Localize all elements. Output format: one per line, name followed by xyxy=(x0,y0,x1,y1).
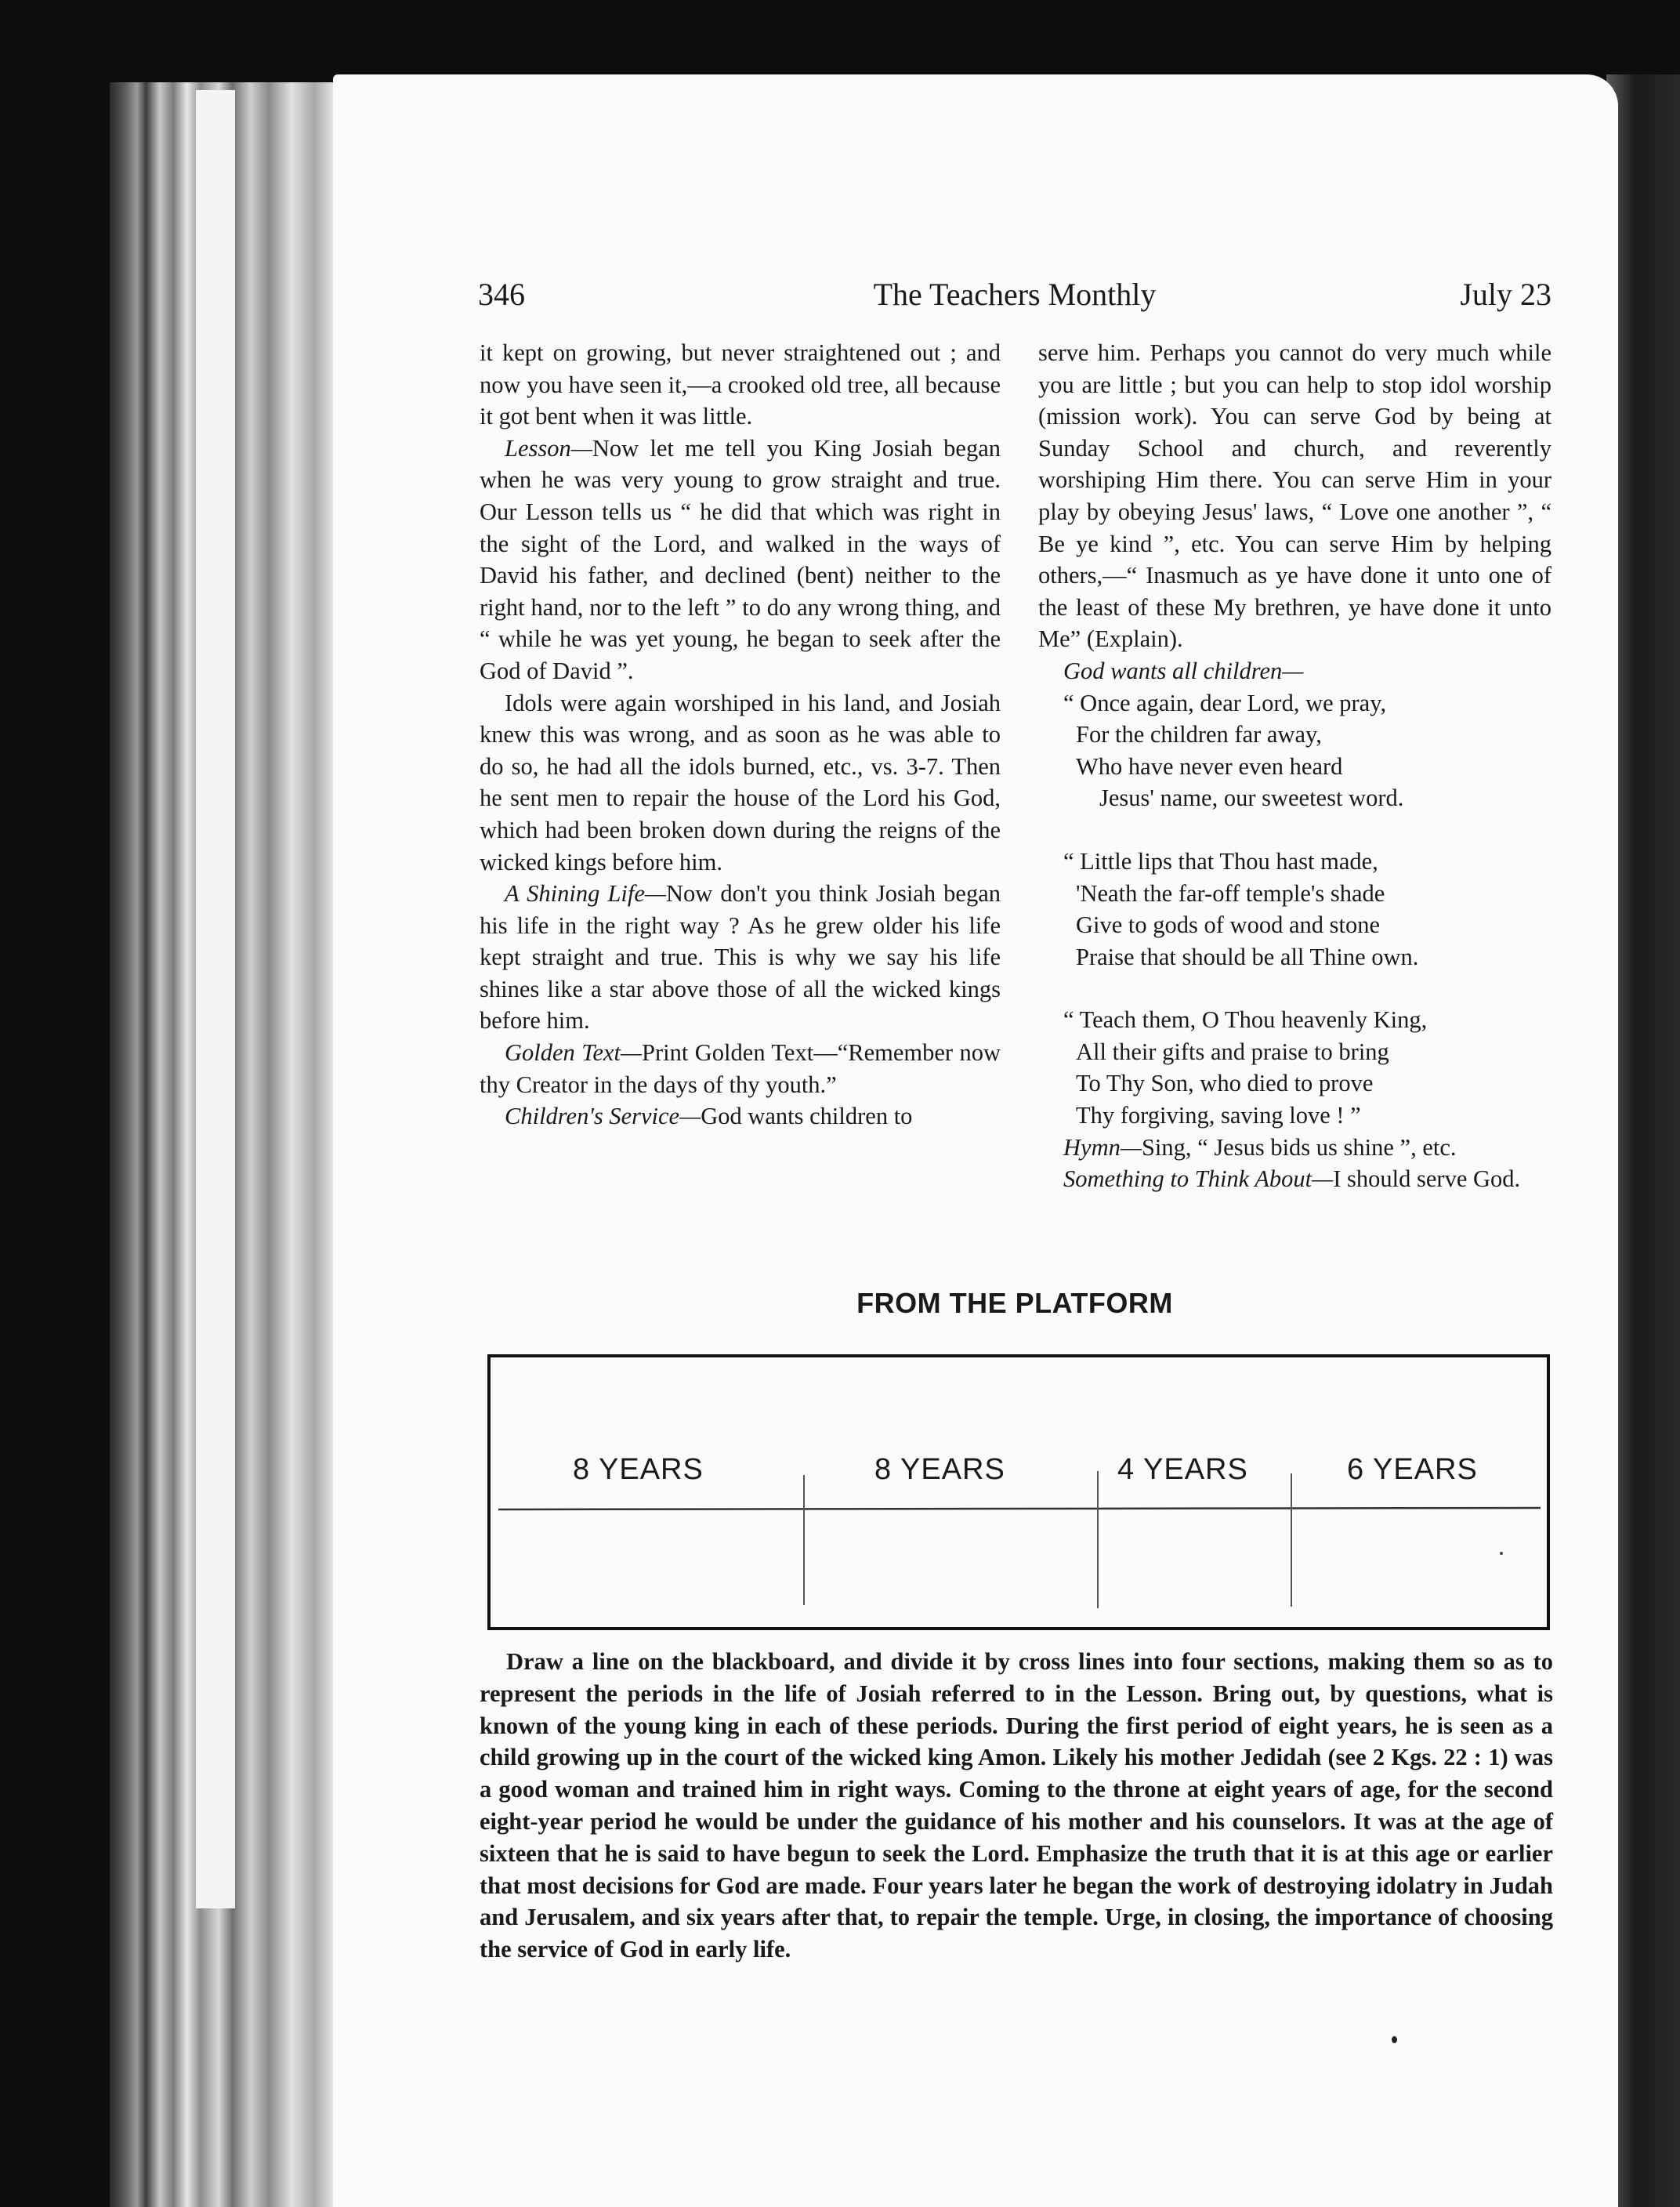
paragraph-hymn xyxy=(1038,1132,1551,1164)
board-mark xyxy=(1500,1552,1503,1555)
stanza-1-line-1: “ Once again, dear Lord, we pray, xyxy=(1063,689,1387,716)
ink-speck xyxy=(1392,2036,1397,2043)
stanza-2-line-2: 'Neath the far-off temple's shade xyxy=(1076,879,1385,907)
golden-text-label: Golden Text— xyxy=(505,1039,643,1067)
blackboard-diagram xyxy=(487,1354,1550,1630)
stanza-1-line-2: For the children far away, xyxy=(1076,721,1322,748)
running-head xyxy=(478,276,1551,315)
segment-label-3: 4 YEARS xyxy=(1117,1453,1248,1486)
running-title: The Teachers Monthly xyxy=(873,277,1157,312)
book-page-edge-highlight xyxy=(196,90,235,1908)
stanza-2-line-3: Give to gods of wood and stone xyxy=(1076,911,1380,939)
golden-text-text: Print Golden Text—“Remember now thy Creator in the days of thy youth.” xyxy=(480,1039,1001,1098)
stanza-2-line-4: Praise that should be all Thine own. xyxy=(1076,943,1419,970)
hymn-label: Hymn— xyxy=(1063,1133,1142,1161)
stanza-3-line-3: To Thy Son, who died to prove xyxy=(1076,1070,1374,1097)
stanza-1-line-3: Who have never even heard xyxy=(1076,752,1343,780)
hymn-stanza-2 xyxy=(1038,846,1551,973)
timeline-lines xyxy=(491,1357,1547,1627)
hymn-stanza-3 xyxy=(1038,1004,1551,1131)
stanza-1-line-4: Jesus' name, our sweetest word. xyxy=(1099,785,1404,812)
segment-label-1: 8 YEARS xyxy=(573,1453,704,1486)
childrens-service-text: God wants children to xyxy=(701,1103,913,1130)
paragraph-something-to-think xyxy=(1038,1163,1551,1195)
childrens-service-label: Children's Service— xyxy=(505,1103,701,1130)
paragraph-childrens-service xyxy=(480,1100,1001,1132)
god-wants-label: God wants all children— xyxy=(1063,657,1304,684)
something-to-think-text: I should serve God. xyxy=(1333,1165,1521,1193)
segment-label-2: 8 YEARS xyxy=(874,1453,1005,1486)
hymn-stanza-1 xyxy=(1038,687,1551,814)
stanza-3-line-2: All their gifts and praise to bring xyxy=(1076,1038,1389,1065)
left-column xyxy=(480,337,1001,1132)
page-number: 346 xyxy=(478,277,525,312)
explanation-paragraph: Draw a line on the blackboard, and divide it by cross lines into four sections, making them so as to represent the periods in the life of Josiah referred to in the Lesson. Bring out, by questions, what is known of the young king in each of these periods. During the first period of eight years, he is seen as a child growing up in the court of the wicked king Amon. Likely his mother Jedidah (see 2 Kgs. 22 : 1) was a good woman and trained him in right ways. Coming to the throne at eight years of age, for the second eight-year period he would be under the guidance of his mother and his counselors. It was at the age of sixteen that he is said to have begun to seek the Lord. Emphasize the truth that it is at this age or earlier that most decisions for God are made. Four years later he began the work of destroying idolatry in Judah and Jerusalem, and six years after that, to repair the temple. Urge, in closing, the importance of choosing the service of God in early life. xyxy=(480,1648,1553,1963)
hymn-text: Sing, “ Jesus bids us shine ”, etc. xyxy=(1141,1133,1457,1161)
platform-heading: FROM THE PLATFORM xyxy=(856,1287,1173,1319)
paragraph-golden-text xyxy=(480,1037,1001,1100)
paragraph-lesson xyxy=(480,433,1001,687)
shining-life-label: A Shining Life— xyxy=(505,880,667,908)
lesson-text: Now let me tell you King Josiah began when he was very young to grow straight and true. Our Lesson tells us “ he did that which was right in the sight of the Lord, and walked in the ways of David his father, and declined (bent) neither to the right hand, nor to the left ” to do any wrong thing, and “ while he was yet young, he began to seek after the God of David ”. xyxy=(480,434,1001,684)
stanza-3-line-1: “ Teach them, O Thou heavenly King, xyxy=(1063,1006,1428,1034)
paragraph-idols: Idols were again worshiped in his land, and Josiah knew this was wrong, and as soon as he was able to do so, he had all the idols burned, etc., vs. 3-7. Then he sent men to repair the house of the Lord his God, which had been broken down during the reigns of the wicked kings before him. xyxy=(480,689,1001,875)
timeline-line xyxy=(498,1508,1541,1509)
paragraph-god-wants xyxy=(1038,655,1551,687)
paragraph-shining-life xyxy=(480,878,1001,1037)
lesson-label: Lesson— xyxy=(505,434,592,462)
stanza-2-line-1: “ Little lips that Thou hast made, xyxy=(1063,847,1378,875)
segment-label-4: 6 YEARS xyxy=(1347,1453,1478,1486)
paragraph-crooked-tree: it kept on growing, but never straightened out ; and now you have seen it,—a crooked old tree, all because it got bent when it was little. xyxy=(480,339,1001,430)
stanza-3-line-4: Thy forgiving, saving love ! ” xyxy=(1076,1102,1361,1129)
paragraph-serve-him: serve him. Perhaps you cannot do very much while you are little ; but you can help to stop idol worship (mission work). You can serve God by being at Sunday School and church, and reverently worshiping Him there. You can serve Him in your play by obeying Jesus' laws, “ Love one another ”, “ Be ye kind ”, etc. You can serve Him by helping others,—“ Inasmuch as ye have done it unto one of the least of these My brethren, ye have done it unto Me” (Explain). xyxy=(1038,339,1551,653)
something-to-think-label: Something to Think About— xyxy=(1063,1165,1334,1193)
shining-life-text: Now don't you think Josiah began his life in the right way ? As he grew older his life kept straight and true. This is why we say his life shines like a star above those of all the wicked kings before him. xyxy=(480,880,1001,1035)
right-column xyxy=(1038,337,1551,1195)
lesson-date: July 23 xyxy=(1460,277,1551,312)
platform-explanation xyxy=(480,1646,1553,1966)
